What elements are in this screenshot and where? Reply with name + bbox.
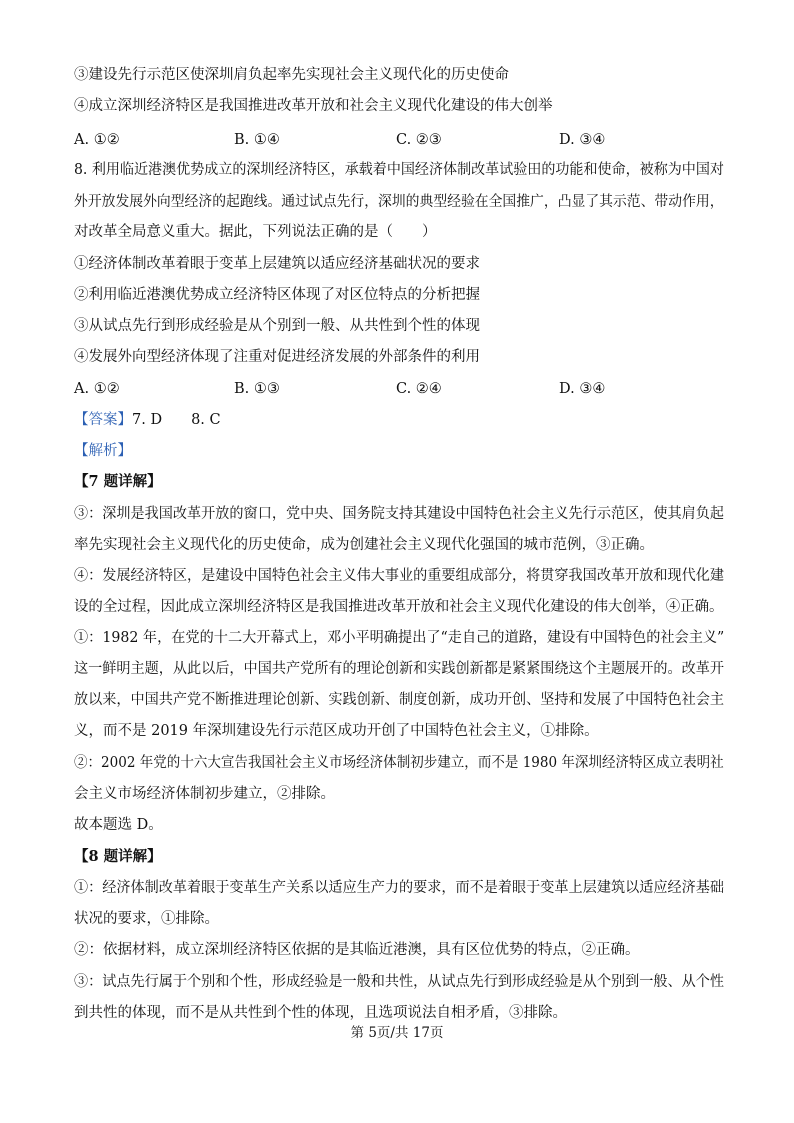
q7-choice-c: C. ②③	[396, 132, 442, 148]
q8-choices	[74, 379, 724, 399]
q7-detail-line-10: 会主义市场经济体制初步建立，②排除。	[74, 786, 335, 802]
q7-detail-line-6: 这一鲜明主题，从此以后，中国共产党所有的理论创新和实践创新都是紧紧围绕这个主题展开的。改革开	[74, 661, 724, 677]
q8-detail-heading: 【8 题详解】	[74, 848, 162, 865]
q8-item-4: ④发展外向型经济体现了注重对促进经济发展的外部条件的利用	[74, 349, 480, 365]
q7-item-3: ③建设先行示范区使深圳肩负起率先实现社会主义现代化的历史使命	[74, 67, 509, 83]
q7-choice-d: D. ③④	[559, 132, 606, 148]
q7-detail-line-5: ①：1982 年，在党的十二大开幕式上，邓小平明确提出了“走自己的道路，建设有中国特色的社会主义”	[74, 630, 724, 646]
answer-text: 7. D 8. C	[132, 412, 221, 428]
q7-choice-a: A. ①②	[74, 132, 120, 148]
q8-item-1: ①经济体制改革着眼于变革上层建筑以适应经济基础状况的要求	[74, 256, 480, 272]
q8-item-3: ③从试点先行到形成经验是从个别到一般、从共性到个性的体现	[74, 318, 480, 334]
page-footer: 第 5页/共 17页	[350, 1025, 444, 1041]
q7-choices	[74, 130, 724, 150]
q8-choice-a: A. ①②	[74, 381, 120, 397]
q7-detail-line-2: 率先实现社会主义现代化的历史使命，成为创建社会主义现代化强国的城市范例，③正确。	[74, 537, 654, 553]
q8-choice-c: C. ②④	[396, 381, 442, 397]
q7-detail-line-3: ④：发展经济特区，是建设中国特色社会主义伟大事业的重要组成部分，将贯穿我国改革开放和现代化建	[74, 568, 724, 584]
q7-detail-line-8: 义，而不是 2019 年深圳建设先行示范区成功开创了中国特色社会主义，①排除。	[74, 723, 599, 739]
q8-choice-b: B. ①③	[234, 381, 280, 397]
q7-item-4: ④成立深圳经济特区是我国推进改革开放和社会主义现代化建设的伟大创举	[74, 98, 553, 114]
q7-detail-line-9: ②：2002 年党的十六大宣告我国社会主义市场经济体制初步建立，而不是 1980 年深圳经济特区成立表明社	[74, 755, 724, 771]
q8-detail-line-5: 到共性的体现，而不是从共性到个性的体现，且选项说法自相矛盾，③排除。	[74, 1005, 567, 1021]
q7-detail-line-4: 设的全过程，因此成立深圳经济特区是我国推进改革开放和社会主义现代化建设的伟大创举，④正确。	[74, 599, 724, 615]
q8-detail-line-1: ①：经济体制改革着眼于变革生产关系以适应生产力的要求，而不是着眼于变革上层建筑以适应经济基础	[74, 880, 724, 896]
q7-conclusion: 故本题选 D。	[74, 817, 163, 833]
q8-detail-line-4: ③：试点先行属于个别和个性，形成经验是一般和共性，从试点先行到形成经验是从个别到一般、从个性	[74, 974, 724, 990]
q7-detail-line-1: ③：深圳是我国改革开放的窗口，党中央、国务院支持其建设中国特色社会主义先行示范区，使其肩负起	[74, 506, 724, 522]
q7-choice-b: B. ①④	[234, 132, 280, 148]
q8-stem-line-3: 对改革全局意义重大。据此，下列说法正确的是（ ）	[74, 224, 437, 240]
answer-tag: 【答案】	[74, 412, 132, 428]
analysis-tag: 【解析】	[74, 443, 132, 459]
q8-stem-line-1: 8. 利用临近港澳优势成立的深圳经济特区，承载着中国经济体制改革试验田的功能和使命，被称为中国对	[74, 162, 724, 178]
answer-line	[74, 410, 724, 430]
q8-detail-line-2: 状况的要求，①排除。	[74, 911, 219, 927]
q7-detail-line-7: 放以来，中国共产党不断推进理论创新、实践创新、制度创新，成功开创、坚持和发展了中国特色社会主	[74, 692, 724, 708]
q8-item-2: ②利用临近港澳优势成立经济特区体现了对区位特点的分析把握	[74, 287, 480, 303]
q8-choice-d: D. ③④	[559, 381, 606, 397]
q8-detail-line-3: ②：依据材料，成立深圳经济特区依据的是其临近港澳，具有区位优势的特点，②正确。	[74, 942, 640, 958]
q8-stem-line-2: 外开放发展外向型经济的起跑线。通过试点先行，深圳的典型经验在全国推广，凸显了其示范、带动作用，	[74, 194, 724, 210]
q7-detail-heading: 【7 题详解】	[74, 473, 162, 490]
